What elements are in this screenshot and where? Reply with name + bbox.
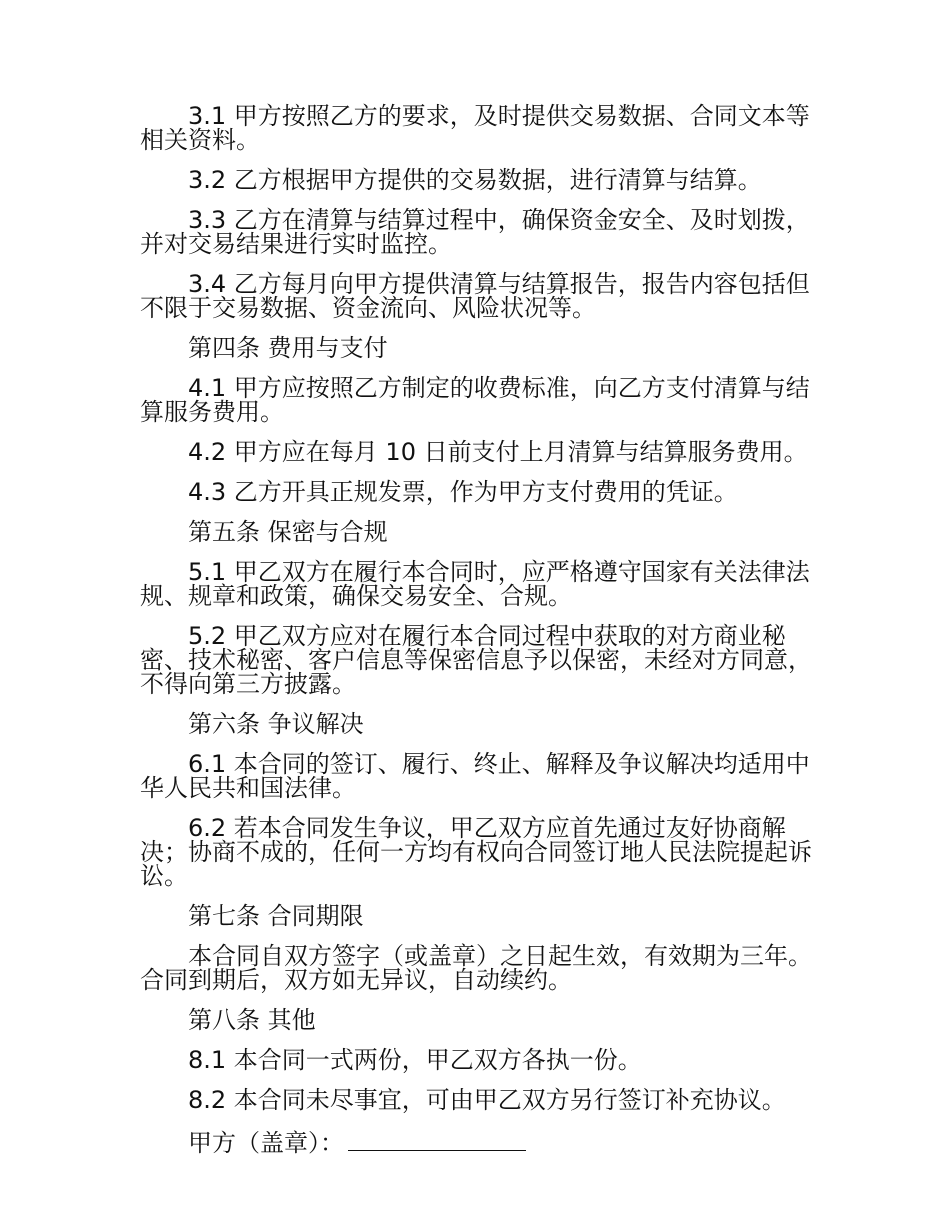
signature-blank [348,1128,526,1151]
clause-5-2: 5.2 甲乙双方应对在履行本合同过程中获取的对方商业秘密、技术秘密、客户信息等保密信息予以保密，未经对方同意，不得向第三方披露。 [140,622,812,698]
article-7-heading: 第七条 合同期限 [188,902,364,930]
contract-body [140,104,820,1171]
clause-4-2: 4.2 甲方应在每月 10 日前支付上月清算与结算服务费用。 [188,438,808,466]
signature-line [140,1128,820,1155]
article-6-heading: 第六条 争议解决 [188,710,364,738]
clause-3-2: 3.2 乙方根据甲方提供的交易数据，进行清算与结算。 [188,166,762,194]
clause-4-3: 4.3 乙方开具正规发票，作为甲方支付费用的凭证。 [188,478,738,506]
clause-3-3: 3.3 乙方在清算与结算过程中，确保资金安全、及时划拨，并对交易结果进行实时监控。 [140,206,810,258]
clause-6-1: 6.1 本合同的签订、履行、终止、解释及争议解决均适用中华人民共和国法律。 [140,750,810,802]
clause-3-4: 3.4 乙方每月向甲方提供清算与结算报告，报告内容包括但不限于交易数据、资金流向、风险状况等。 [140,270,810,322]
clause-8-1: 8.1 本合同一式两份，甲乙双方各执一份。 [188,1046,642,1074]
article-4-heading: 第四条 费用与支付 [188,334,388,362]
article-8-heading: 第八条 其他 [188,1006,316,1034]
party-a-seal-label: 甲方（盖章）： [188,1129,344,1157]
clause-3-1: 3.1 甲方按照乙方的要求，及时提供交易数据、合同文本等相关资料。 [140,102,810,154]
clause-7-term: 本合同自双方签字（或盖章）之日起生效，有效期为三年。合同到期后，双方如无异议，自动续约。 [140,942,812,994]
clause-5-1: 5.1 甲乙双方在履行本合同时，应严格遵守国家有关法律法规、规章和政策，确保交易安全、合规。 [140,558,810,610]
clause-8-2: 8.2 本合同未尽事宜，可由甲乙双方另行签订补充协议。 [188,1086,786,1114]
clause-4-1: 4.1 甲方应按照乙方制定的收费标准，向乙方支付清算与结算服务费用。 [140,374,810,426]
clause-6-2: 6.2 若本合同发生争议，甲乙双方应首先通过友好协商解决；协商不成的，任何一方均有权向合同签订地人民法院提起诉讼。 [140,814,812,890]
article-5-heading: 第五条 保密与合规 [188,518,388,546]
